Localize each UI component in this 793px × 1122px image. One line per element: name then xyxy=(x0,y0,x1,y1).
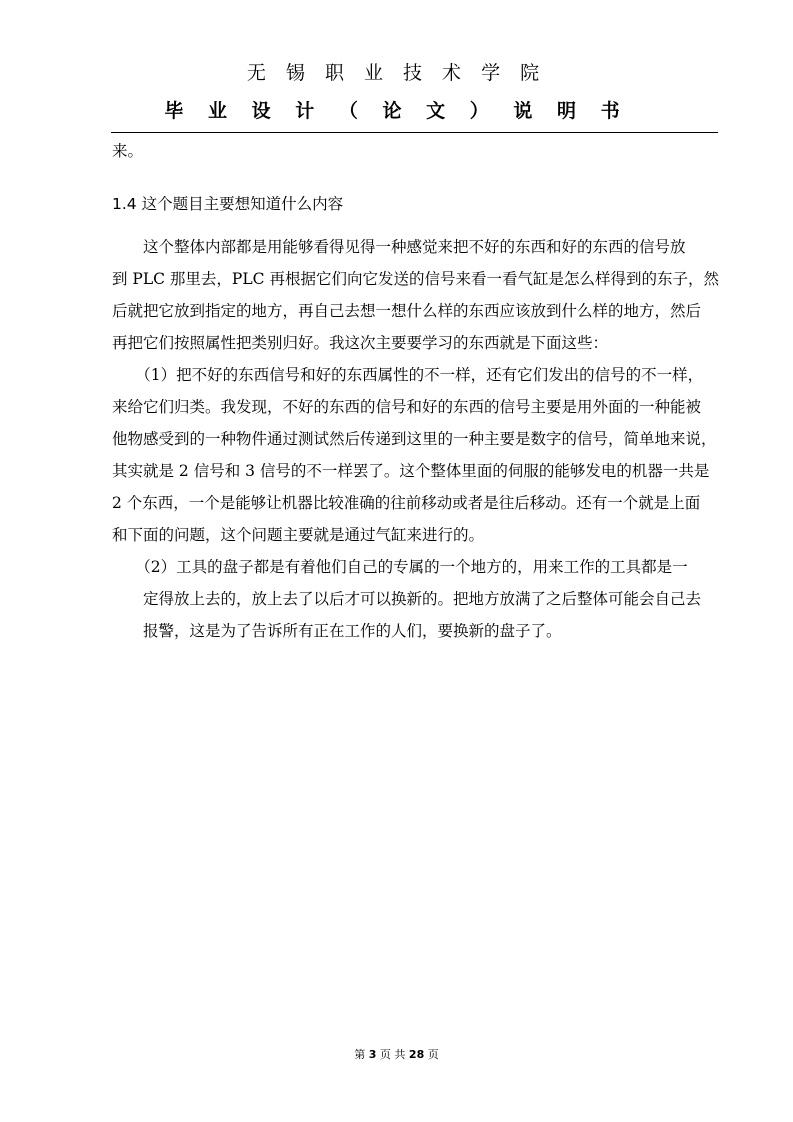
footer-middle: 页 共 xyxy=(379,1048,406,1061)
paragraph-line: 和下面的问题，这个问题主要就是通过气缸来进行的。 xyxy=(112,526,485,544)
section-heading: 1.4 这个题目主要想知道什么内容 xyxy=(112,195,344,213)
continuation-text: 来。 xyxy=(112,142,144,160)
total-pages-number: 28 xyxy=(408,1048,425,1061)
page-footer xyxy=(0,1046,793,1062)
paragraph-line: 这个整体内部都是用能够看得见得一种感觉来把不好的东西和好的东西的信号放 xyxy=(112,238,686,256)
paragraph-line: 后就把它放到指定的地方，再自己去想一想什么样的东西应该放到什么样的地方，然后 xyxy=(112,302,702,320)
header-rule xyxy=(111,132,718,133)
footer-suffix: 页 xyxy=(427,1048,439,1061)
school-name: 无 锡 职 业 技 术 学 院 xyxy=(246,62,547,84)
paragraph-line: 报警，这是为了告诉所有正在工作的人们，要换新的盘子了。 xyxy=(112,622,562,640)
paragraph-line: 来给它们归类。我发现，不好的东西的信号和好的东西的信号主要是用外面的一种能被 xyxy=(112,398,702,416)
paragraph-line: 他物感受到的一种物件通过测试然后传递到这里的一种主要是数字的信号，简单地来说， xyxy=(112,430,717,448)
document-type-title: 毕 业 设 计 （ 论 文 ） 说 明 书 xyxy=(164,100,629,122)
paragraph-line: 到 PLC 那里去，PLC 再根据它们向它发送的信号来看一看气缸是怎么样得到的东子，然 xyxy=(112,270,719,288)
paragraph-line: （1）把不好的东西信号和好的东西属性的不一样，还有它们发出的信号的不一样， xyxy=(112,366,704,384)
paragraph-line: 其实就是 2 信号和 3 信号的不一样罢了。这个整体里面的伺服的能够发电的机器一共是 xyxy=(112,462,710,480)
current-page-number: 3 xyxy=(368,1048,377,1061)
paragraph-line: （2）工具的盘子都是有着他们自己的专属的一个地方的，用来工作的工具都是一 xyxy=(112,558,688,576)
footer-prefix: 第 xyxy=(354,1048,366,1061)
paragraph-line: 定得放上去的，放上去了以后才可以换新的。把地方放满了之后整体可能会自己去 xyxy=(112,590,702,608)
paragraph-line: 再把它们按照属性把类别归好。我这次主要要学习的东西就是下面这些： xyxy=(112,334,609,352)
paragraph-line: 2 个东西，一个是能够让机器比较准确的往前移动或者是往后移动。还有一个就是上面 xyxy=(112,494,701,512)
